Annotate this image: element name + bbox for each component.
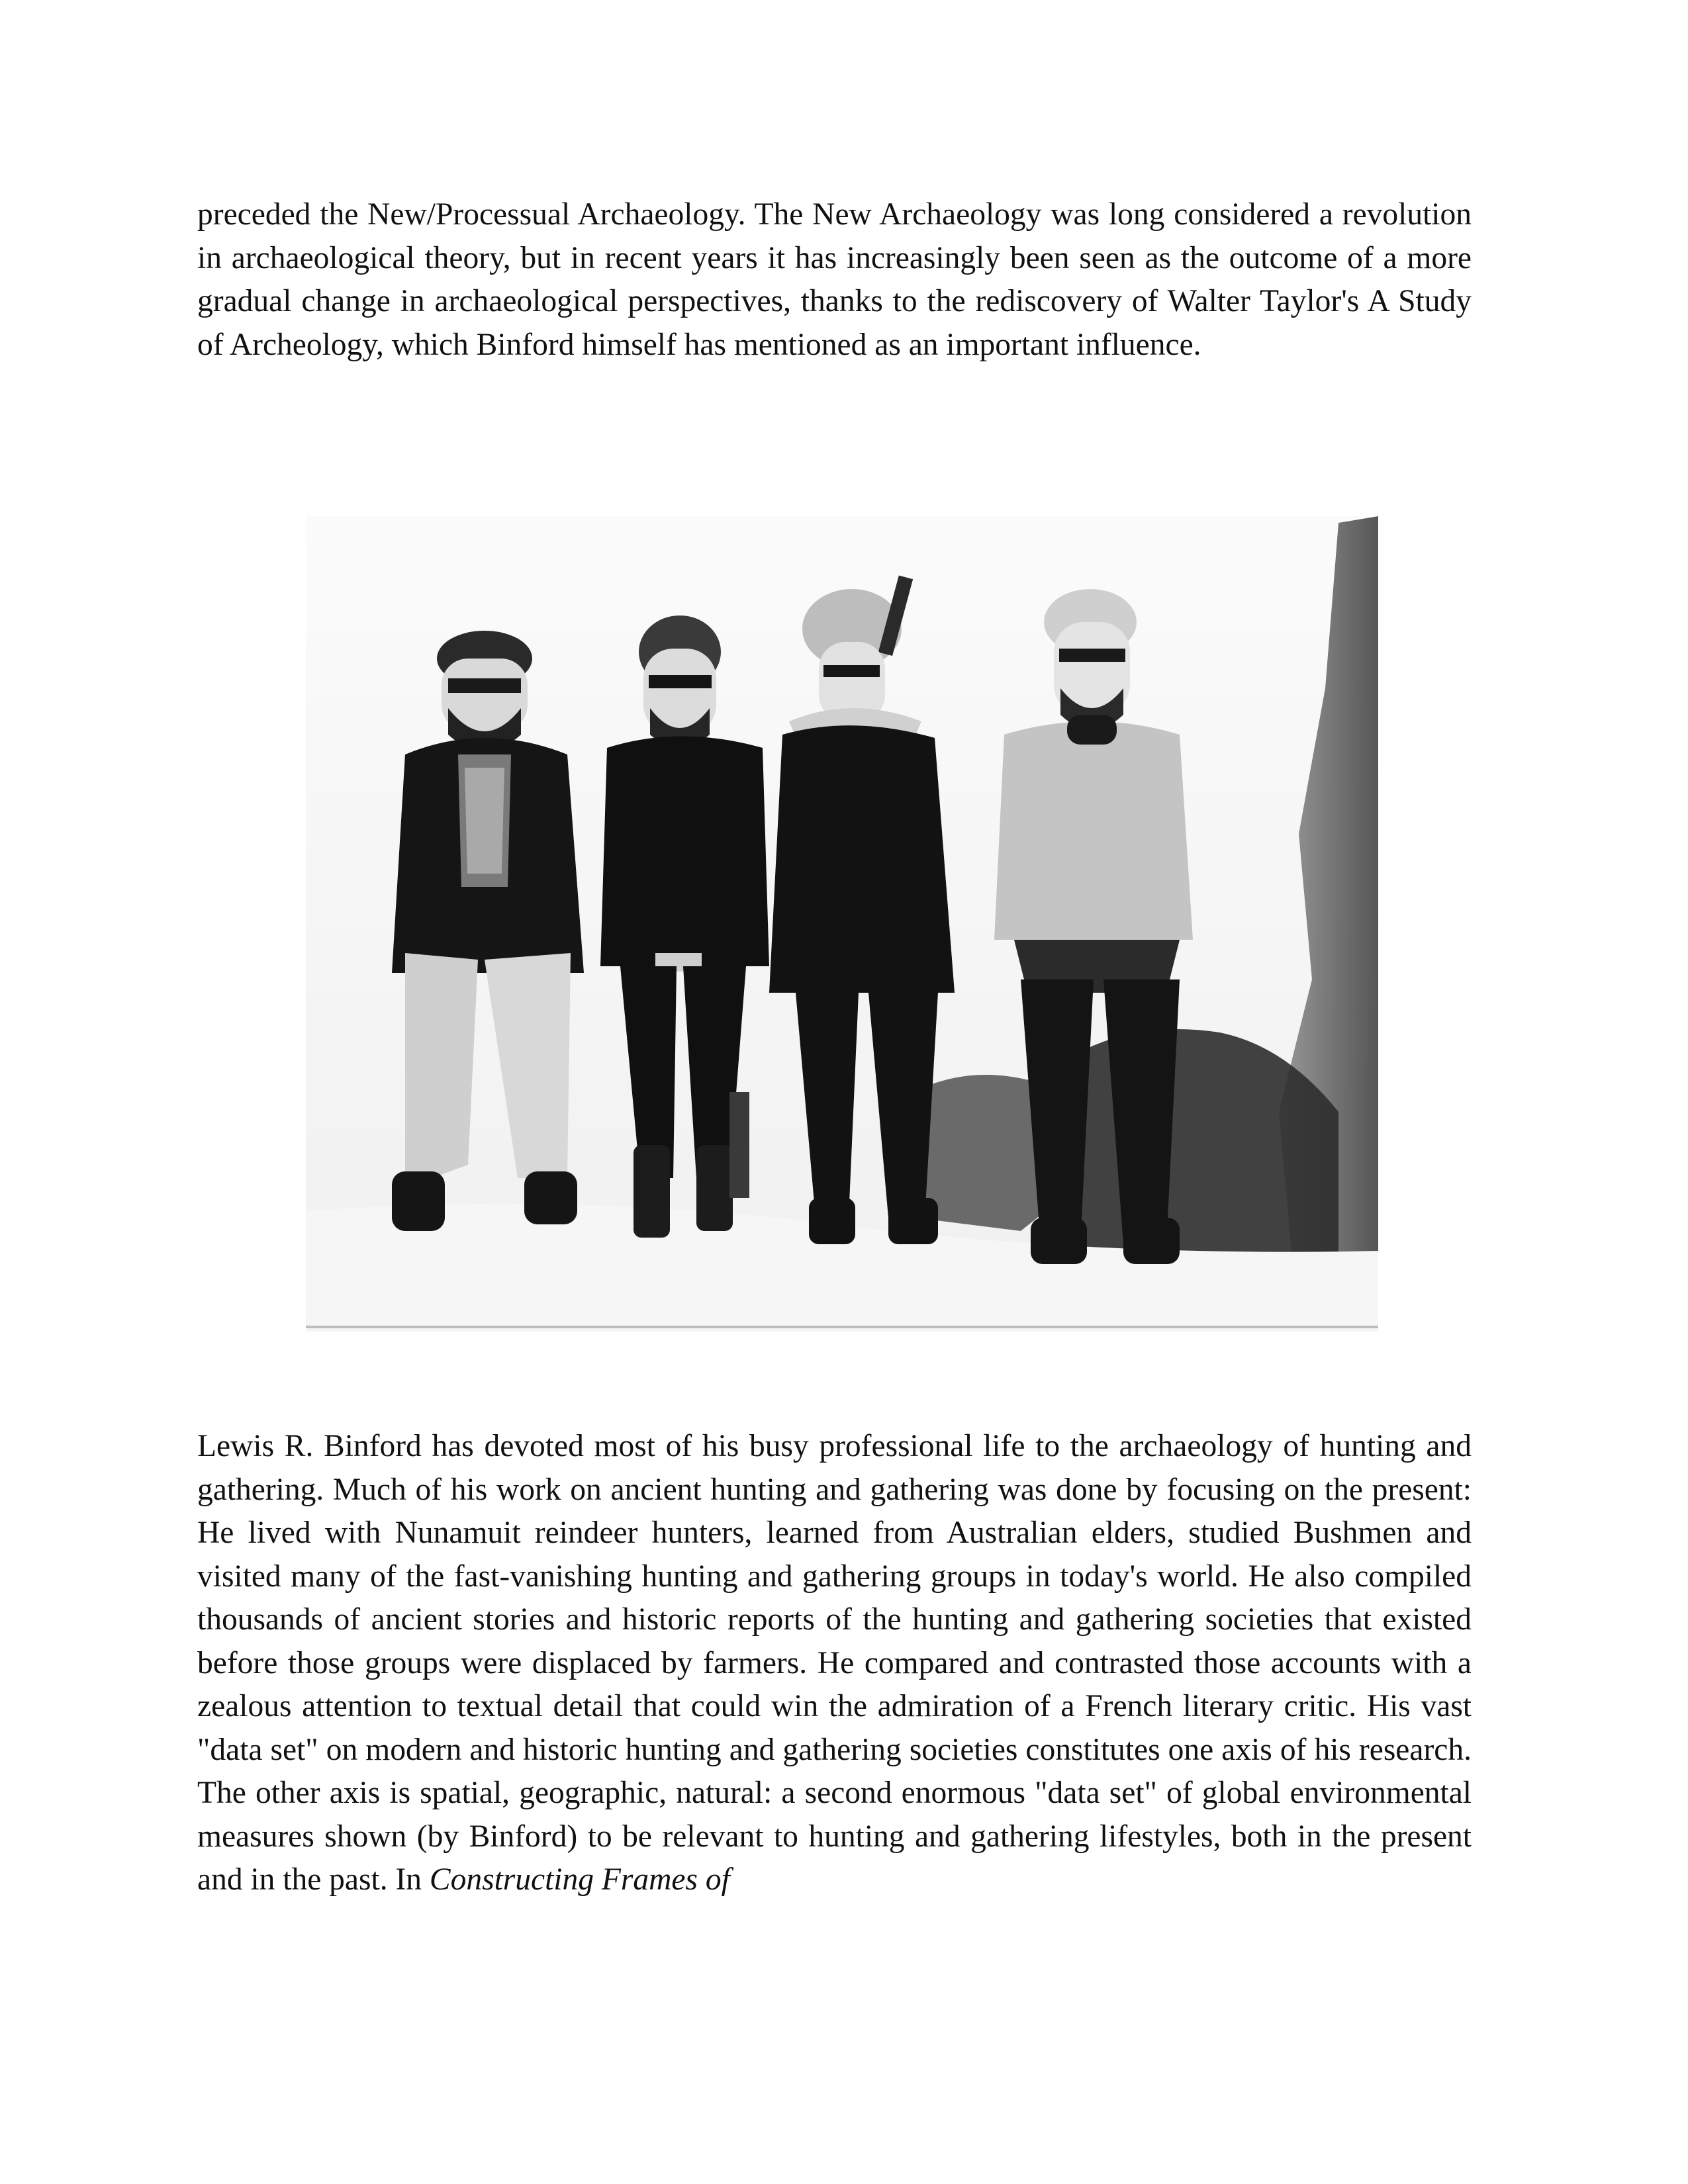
paragraph-binford-text: Lewis R. Binford has devoted most of his busy professional life to the archaeology of hunting and gathering. Much of his work on ancient hunting and gathering was done by focusing on the present: He lived with Nunamuit reindeer hunters, learned from Australian elders, studied Bushmen and visited many of the fast-vanishing hunting and gathering groups in today's world. He also compiled thousands of ancient stories and historic reports of the hunting and gathering societies that existed before those groups were displaced by farmers. He compared and contrasted those accounts with a zealous attention to textual detail that could win the admiration of a French literary critic. His vast "data set" on modern and historic hunting and gathering societies constitutes one axis of his research. The other axis is spatial, geographic, natural: a second enormous "data set" of global environmental measures shown (by Binford) to be relevant to hunting and gathering lifestyles, both in the present and in the past. In bbox=[197, 1429, 1472, 1897]
paragraph-binford bbox=[197, 1425, 1472, 1902]
group-photo-icon bbox=[306, 516, 1378, 1332]
photograph-four-men-in-snow bbox=[306, 516, 1378, 1332]
paragraph-intro-text: preceded the New/Processual Archaeology. The New Archaeology was long considered a revolution in archaeological theory, but in recent years it has increasingly been seen as the outcome of a more gradual change in archaeological perspectives, thanks to the rediscovery of Walter Taylor's A Study of Archeology, which Binford himself has mentioned as an important influence. bbox=[197, 197, 1472, 362]
paragraph-intro bbox=[197, 193, 1472, 367]
book-title-italic: Constructing Frames of bbox=[429, 1862, 730, 1897]
